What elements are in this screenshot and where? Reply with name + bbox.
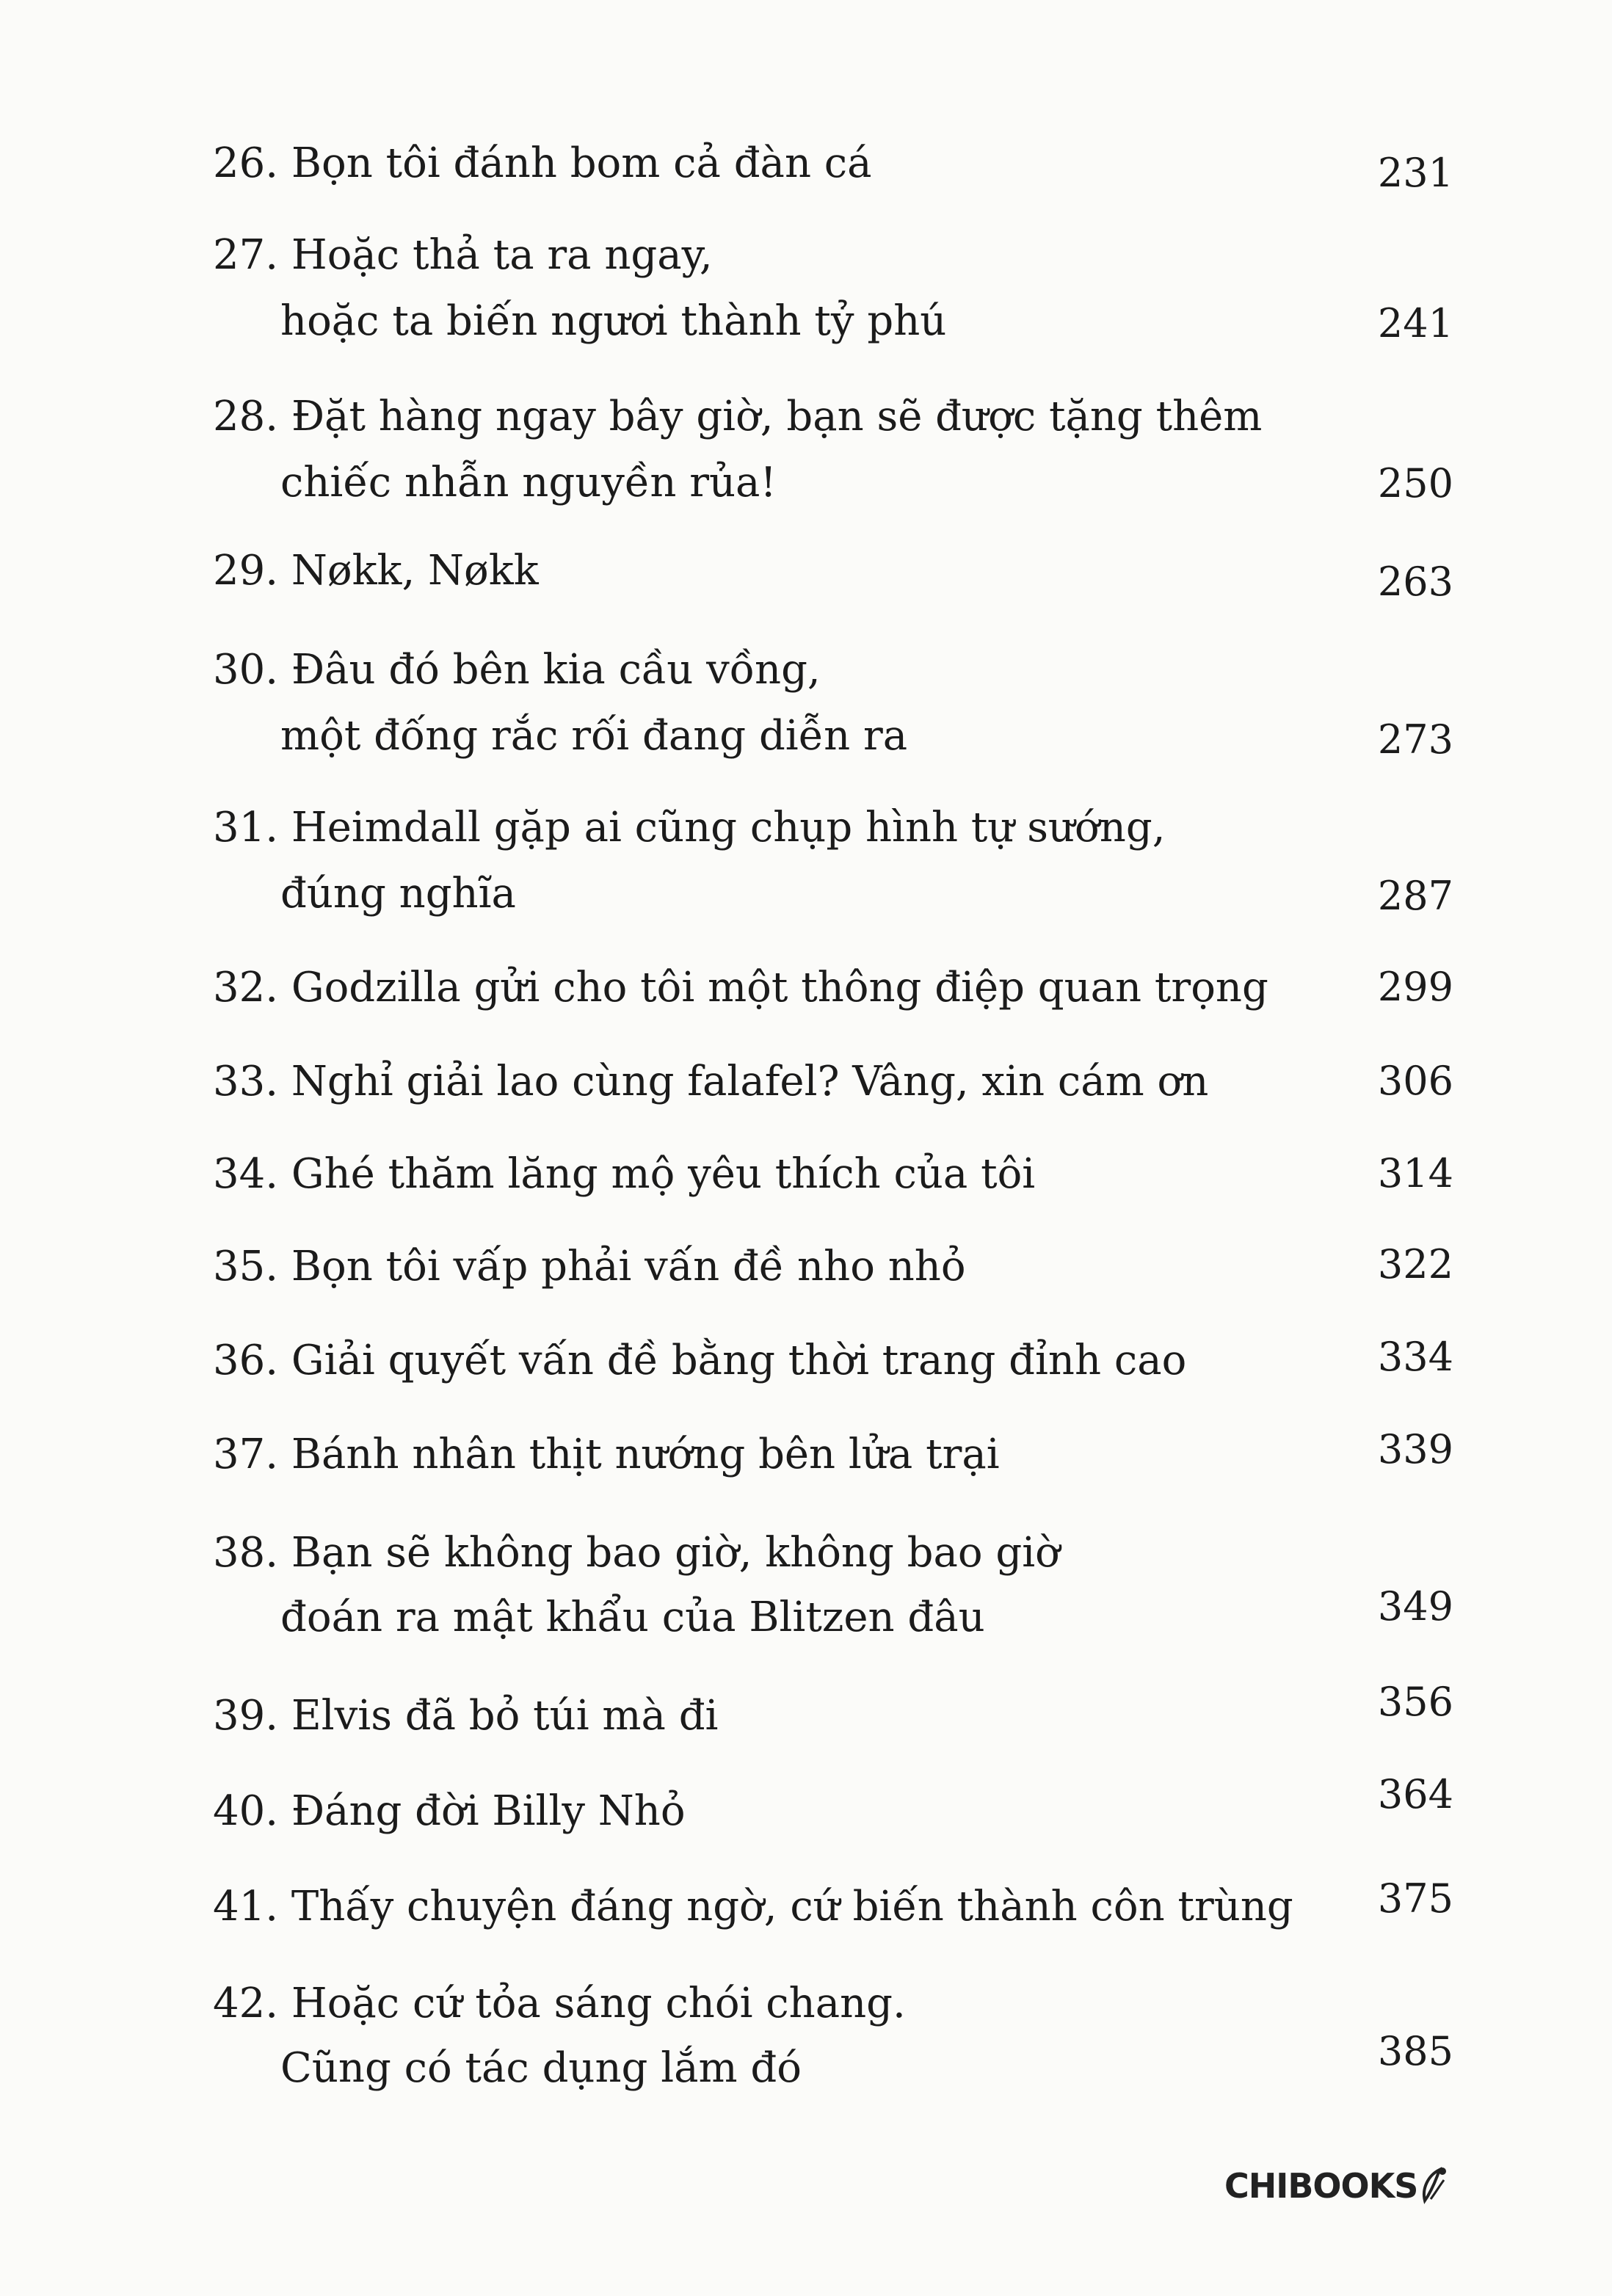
toc-entry-page: 299 — [1377, 964, 1453, 1010]
toc-entry-title: 35. Bọn tôi vấp phải vấn đề nho nhỏ — [213, 1243, 966, 1290]
toc-entry-title: 38. Bạn sẽ không bao giờ, không bao giờ — [213, 1529, 1060, 1577]
toc-entry-title: 40. Đáng đời Billy Nhỏ — [213, 1787, 686, 1835]
toc-entry-title-cont: đoán ra mật khẩu của Blitzen đâu — [280, 1594, 985, 1641]
toc-entry-title: 28. Đặt hàng ngay bây giờ, bạn sẽ được tặng thêm — [213, 393, 1263, 440]
toc-entry-page: 334 — [1377, 1334, 1453, 1380]
toc-entry-page: 349 — [1377, 1583, 1453, 1630]
toc-entry-page: 263 — [1377, 559, 1453, 605]
toc-entry-page: 314 — [1377, 1150, 1453, 1196]
toc-entry-title: 30. Đâu đó bên kia cầu vồng, — [213, 646, 821, 694]
toc-entry-title-cont: hoặc ta biến ngươi thành tỷ phú — [280, 297, 947, 345]
toc-entry-title: 31. Heimdall gặp ai cũng chụp hình tự sướng, — [213, 804, 1166, 851]
publisher-logo-text: CHIBOOKS — [1224, 2166, 1418, 2206]
toc-entry-title-cont: đúng nghĩa — [280, 870, 516, 918]
toc-entry-page: 273 — [1377, 716, 1453, 763]
toc-entry-title: 42. Hoặc cứ tỏa sáng chói chang. — [213, 1980, 906, 2027]
toc-entry-title: 27. Hoặc thả ta ra ngay, — [213, 231, 713, 279]
toc-entry-title-cont: một đống rắc rối đang diễn ra — [280, 712, 908, 760]
toc-entry-title: 33. Nghỉ giải lao cùng falafel? Vâng, xin cám ơn — [213, 1058, 1209, 1105]
toc-entry-page: 241 — [1377, 300, 1453, 346]
toc-entry-title-cont: chiếc nhẫn nguyền rủa! — [280, 459, 777, 506]
toc-entry-page: 339 — [1377, 1426, 1453, 1472]
toc-entry-title: 39. Elvis đã bỏ túi mà đi — [213, 1692, 719, 1740]
toc-entry-title: 26. Bọn tôi đánh bom cả đàn cá — [213, 139, 872, 187]
leaf-icon — [1417, 2164, 1450, 2213]
toc-entry-page: 322 — [1377, 1241, 1453, 1287]
toc-entry-title: 29. Nøkk, Nøkk — [213, 547, 539, 595]
toc-entry-title-cont: Cũng có tác dụng lắm đó — [280, 2044, 802, 2092]
toc-entry-page: 385 — [1377, 2028, 1453, 2074]
toc-entry-page: 364 — [1377, 1771, 1453, 1817]
toc-entry-title: 36. Giải quyết vấn đề bằng thời trang đỉnh cao — [213, 1337, 1187, 1384]
toc-entry-title: 37. Bánh nhân thịt nướng bên lửa trại — [213, 1431, 1000, 1478]
toc-entry-page: 250 — [1377, 460, 1453, 506]
toc-entry-page: 306 — [1377, 1058, 1453, 1104]
publisher-logo — [1224, 2164, 1450, 2213]
toc-entry-title: 41. Thấy chuyện đáng ngờ, cứ biến thành côn trùng — [213, 1883, 1293, 1930]
toc-entry-page: 287 — [1377, 873, 1453, 919]
toc-entry-page: 356 — [1377, 1679, 1453, 1725]
toc-entry-page: 231 — [1377, 150, 1453, 196]
toc-entry-title: 34. Ghé thăm lăng mộ yêu thích của tôi — [213, 1150, 1036, 1198]
toc-entry-title: 32. Godzilla gửi cho tôi một thông điệp quan trọng — [213, 964, 1268, 1011]
toc-entry-page: 375 — [1377, 1875, 1453, 1922]
